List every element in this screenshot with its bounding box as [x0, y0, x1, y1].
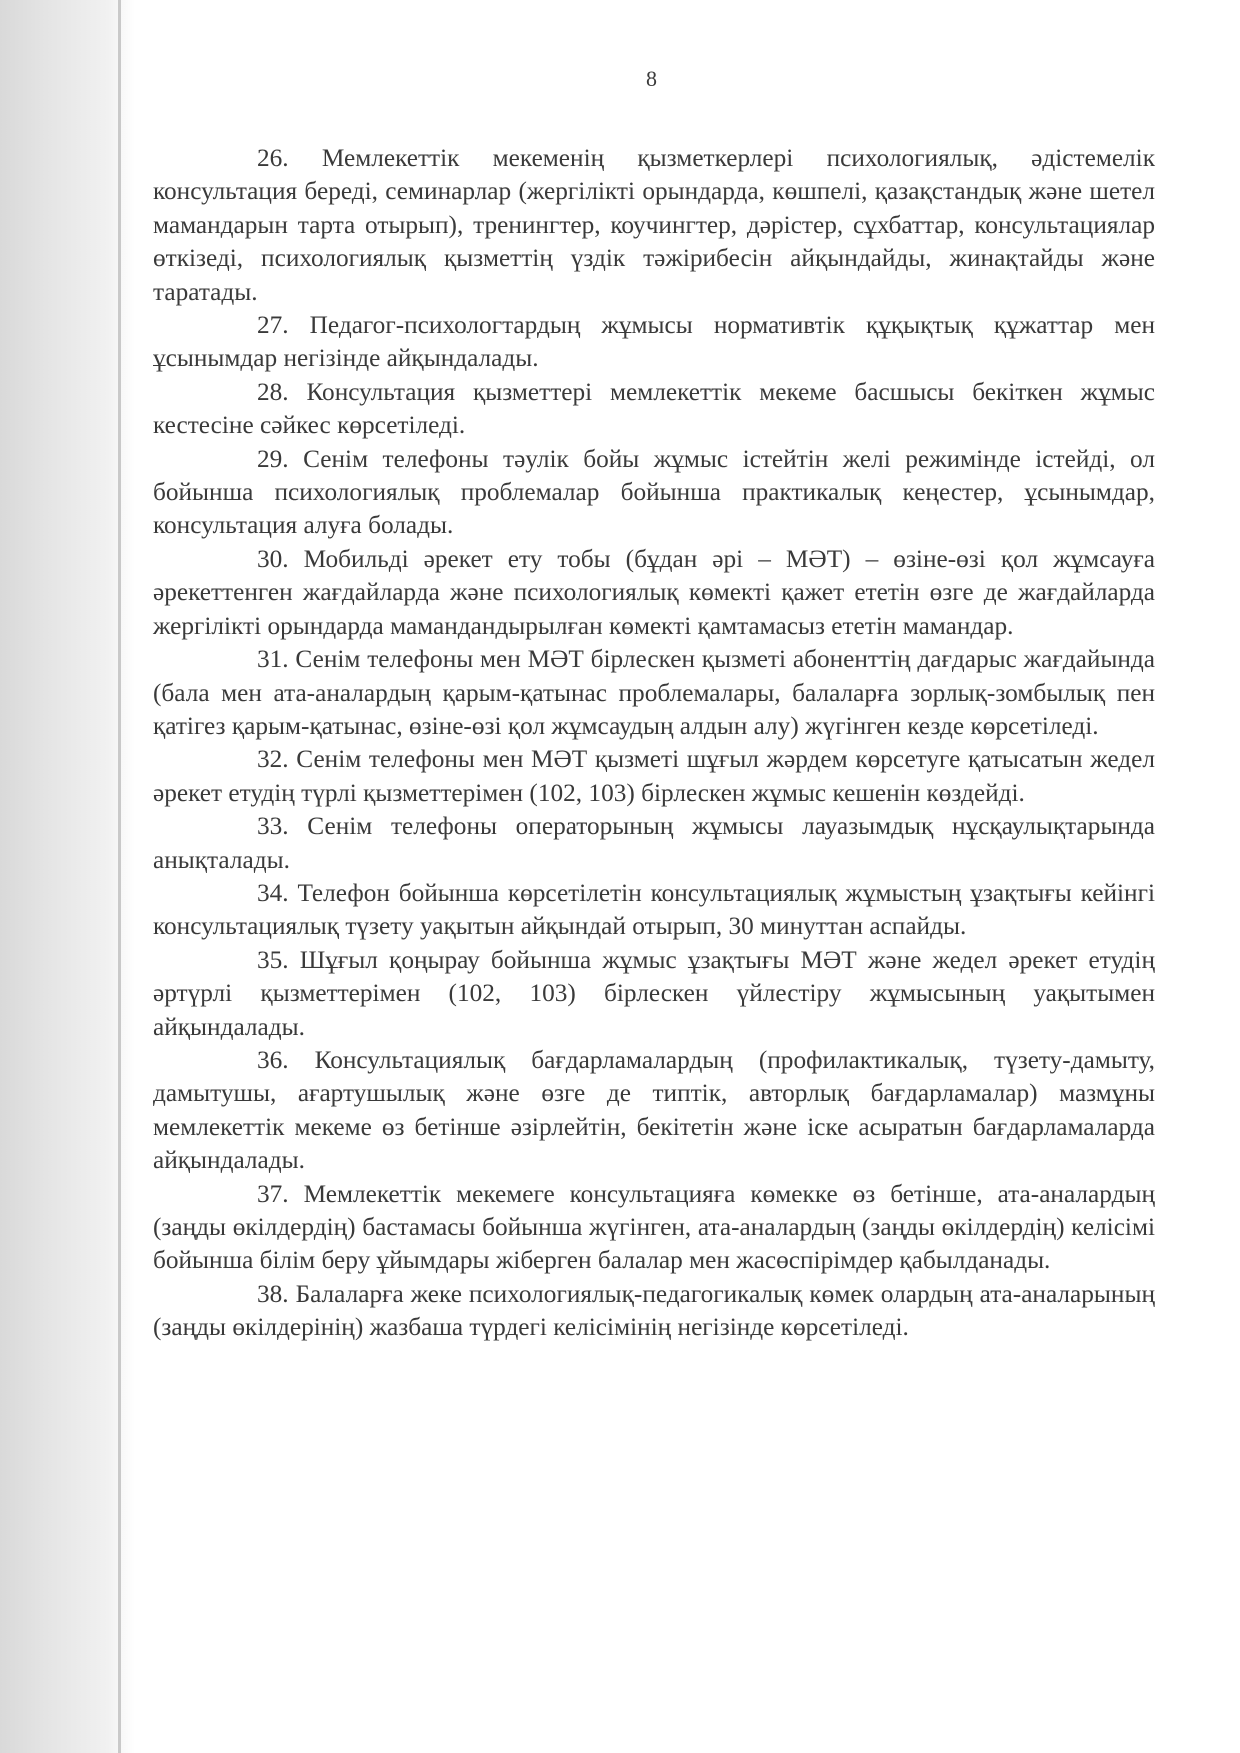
paragraph-34: 34. Телефон бойынша көрсетілетін консультациялық жұмыстың ұзақтығы кейінгі консультациялық түзету уақытын айқындай отырып, 30 минуттан аспайды.: [153, 878, 1155, 941]
paragraph-36: 36. Консультациялық бағдарламалардың (профилактикалық, түзету-дамыту, дамытушы, ағартушылық және өзге де типтік, авторлық бағдарламалар) мазмұны мемлекеттік мекеме өз бетінше әзірлейтін, бекітетін және іске асыратын бағдарламаларда айқындалады.: [153, 1045, 1155, 1175]
paragraph-26: 26. Мемлекеттік мекеменің қызметкерлері психологиялық, әдістемелік консультация береді, семинарлар (жергілікті орындарда, көшпелі, қазақстандық және шетел мамандарын тарта отырып), тренингтер, коучингтер, дәрістер, сұхбаттар, консультациялар өткізеді, психологиялық қызметтің үздік тәжірибесін айқындайды, жинақтайды және таратады.: [153, 144, 1155, 306]
paragraph-32: 32. Сенім телефоны мен МӘТ қызметі шұғыл жәрдем көрсетуге қатысатын жедел әрекет етудің түрлі қызметтерімен (102, 103) бірлескен жұмыс кешенін көздейді.: [153, 745, 1155, 807]
paragraph-37: 37. Мемлекеттік мекемеге консультацияға көмекке өз бетінше, ата-аналардың (заңды өкілдердің) бастамасы бойынша жүгінген, ата-аналардың (заңды өкілдердің) келісімі бойынша білім беру ұйымдары жіберген балалар мен жасөспірімдер қабылданады.: [153, 1179, 1155, 1275]
paragraph-35: 35. Шұғыл қоңырау бойынша жұмыс ұзақтығы МӘТ және жедел әрекет етудің әртүрлі қызметтерімен (102, 103) бірлескен үйлестіру жұмысының уақытымен айқындалады.: [153, 945, 1155, 1041]
scan-shadow-edge: [0, 0, 135, 1753]
paragraph-30: 30. Мобильді әрекет ету тобы (бұдан әрі – МӘТ) – өзіне-өзі қол жұмсауға әрекеттенген жағдайларда және психологиялық көмекті қажет ететін өзге де жағдайларда жергілікті орындарда мамандандырылған көмекті қамтамасыз ететін мамандар.: [153, 544, 1155, 640]
paragraph-38: 38. Балаларға жеке психологиялық-педагогикалық көмек олардың ата-аналарының (заңды өкілдерінің) жазбаша түрдегі келісімінің негізінде көрсетіледі.: [153, 1279, 1155, 1342]
scan-binding-line: [118, 0, 121, 1753]
paragraph-33: 33. Сенім телефоны операторының жұмысы лауазымдық нұсқаулықтарында анықталады.: [153, 812, 1155, 874]
page-number: 8: [646, 66, 657, 91]
paragraph-29: 29. Сенім телефоны тәулік бойы жұмыс істейтін желі режимінде істейді, ол бойынша психологиялық проблемалар бойынша практикалық кеңестер, ұсынымдар, консультация алуға болады.: [153, 444, 1155, 540]
document-body: [153, 142, 1155, 1345]
paragraph-28: 28. Консультация қызметтері мемлекеттік мекеме басшысы бекіткен жұмыс кестесіне сәйкес көрсетіледі.: [153, 377, 1155, 440]
paragraph-31: 31. Сенім телефоны мен МӘТ бірлескен қызметі абоненттің дағдарыс жағдайында (бала мен ата-аналардың қарым-қатынас проблемалары, балаларға зорлық-зомбылық пен қатігез қарым-қатынас, өзіне-өзі қол жұмсаудың алдын алу) жүгінген кезде көрсетіледі.: [153, 645, 1155, 740]
paragraph-27: 27. Педагог-психологтардың жұмысы нормативтік құқықтық құжаттар мен ұсынымдар негізінде айқындалады.: [153, 311, 1155, 373]
